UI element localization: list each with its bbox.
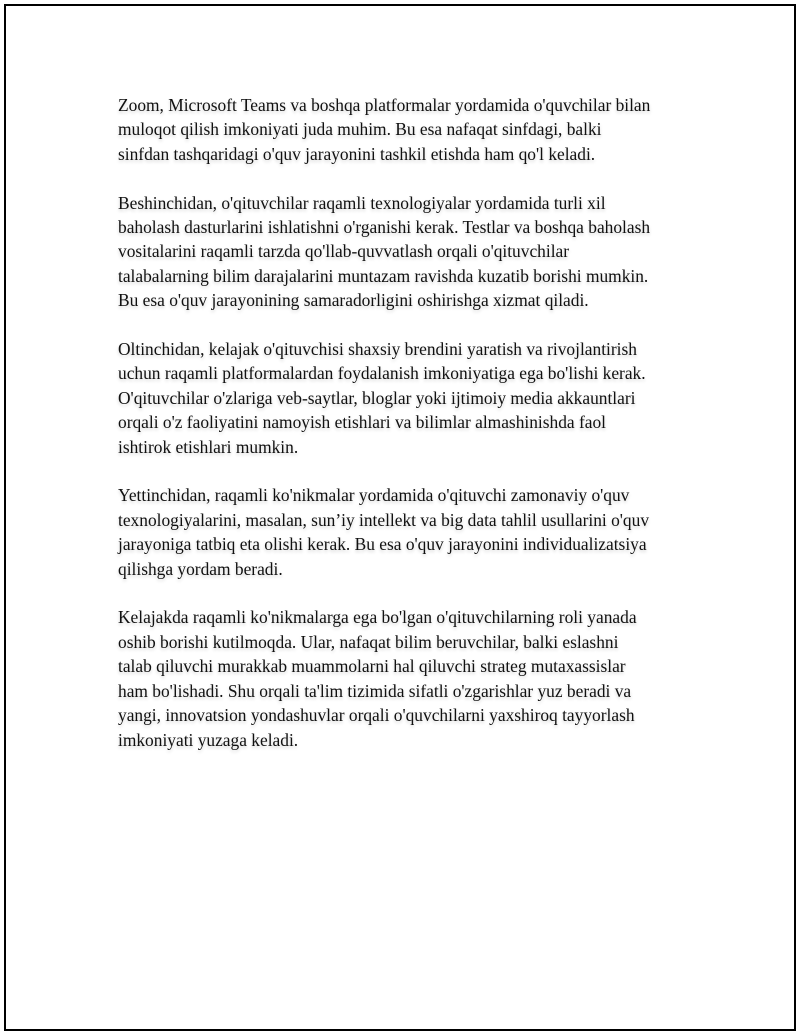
text-line: talabalarning bilim darajalarini muntazam ravishda kuzatib borishi mumkin. <box>118 265 649 286</box>
text-line: vositalarini raqamli tarzda qo'llab-quvvatlash orqali o'qituvchilar <box>118 241 570 262</box>
text-line: Beshinchidan, o'qituvchilar raqamli texnologiyalar yordamida turli xil <box>118 192 606 213</box>
text-line: Bu esa o'quv jarayonining samaradorligini oshirishga xizmat qiladi. <box>118 290 589 311</box>
paragraph-fifth <box>118 191 703 313</box>
document-body <box>118 93 703 776</box>
text-line: muloqot qilish imkoniyati juda muhim. Bu esa nafaqat sinfdagi, balki <box>118 119 602 140</box>
text-line: Kelajakda raqamli ko'nikmalarga ega bo'lgan o'qituvchilarning roli yanada <box>118 607 637 628</box>
paragraph-seventh <box>118 483 703 581</box>
text-line: talab qiluvchi murakkab muammolarni hal qiluvchi strateg mutaxassislar <box>118 656 626 677</box>
text-line: orqali o'z faoliyatini namoyish etishlari va bilimlar almashinishda faol <box>118 412 607 433</box>
text-line: ishtirok etishlari mumkin. <box>118 436 299 457</box>
text-line: uchun raqamli platformalardan foydalanish imkoniyatiga ega bo'lishi kerak. <box>118 363 646 384</box>
text-line: imkoniyati yuzaga keladi. <box>118 729 299 750</box>
text-line: jarayoniga tatbiq eta olishi kerak. Bu esa o'quv jarayonini individualizatsiya <box>118 534 647 555</box>
text-line: baholash dasturlarini ishlatishni o'rganishi kerak. Testlar va boshqa baholash <box>118 217 651 238</box>
text-line: sinfdan tashqaridagi o'quv jarayonini tashkil etishda ham qo'l keladi. <box>118 143 596 164</box>
paragraph-zoom-teams <box>118 93 703 166</box>
paragraph-sixth <box>118 337 703 459</box>
text-line: ham bo'lishadi. Shu orqali ta'lim tizimida sifatli o'zgarishlar yuz beradi va <box>118 680 632 701</box>
text-line: Yettinchidan, raqamli ko'nikmalar yordamida o'qituvchi zamonaviy o'quv <box>118 485 630 506</box>
text-line: yangi, innovatsion yondashuvlar orqali o'quvchilarni yaxshiroq tayyorlash <box>118 705 635 726</box>
text-line: qilishga yordam beradi. <box>118 558 283 579</box>
text-line: Oltinchidan, kelajak o'qituvchisi shaxsiy brendini yaratish va rivojlantirish <box>118 339 637 360</box>
text-line: texnologiyalarini, masalan, sun’iy intellekt va big data tahlil usullarini o'quv <box>118 509 650 530</box>
text-line: Zoom, Microsoft Teams va boshqa platformalar yordamida o'quvchilar bilan <box>118 95 651 115</box>
text-line: oshib borishi kutilmoqda. Ular, nafaqat bilim beruvchilar, balki eslashni <box>118 631 619 652</box>
text-line: O'qituvchilar o'zlariga veb-saytlar, bloglar yoki ijtimoiy media akkauntlari <box>118 387 636 408</box>
paragraph-conclusion <box>118 605 703 751</box>
